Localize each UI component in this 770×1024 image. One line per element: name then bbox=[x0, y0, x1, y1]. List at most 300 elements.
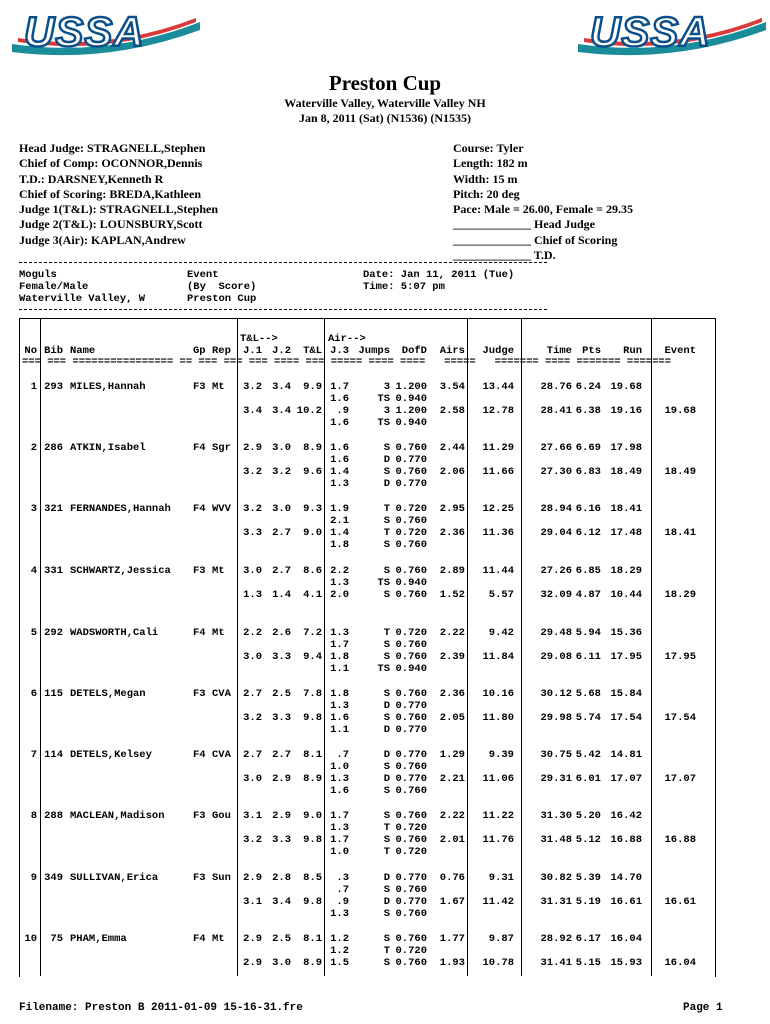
run-jump: S bbox=[383, 688, 390, 700]
run-dofd: 0.760 bbox=[395, 589, 427, 601]
run-airs: 2.21 bbox=[439, 773, 465, 785]
header-dofd: DofD bbox=[401, 345, 427, 357]
run-jump: S bbox=[383, 515, 390, 527]
header-rep: Rep bbox=[212, 345, 231, 357]
run-tl: 9.3 bbox=[303, 503, 322, 515]
run-j3: .3 bbox=[336, 872, 349, 884]
row-group: F4 bbox=[193, 749, 206, 761]
run-pts: 5.39 bbox=[575, 872, 601, 884]
run-airs: 2.01 bbox=[439, 834, 465, 846]
run-time: 28.92 bbox=[540, 933, 572, 945]
run-time: 31.31 bbox=[540, 896, 572, 908]
run-airs: 2.95 bbox=[439, 503, 465, 515]
row-name: SCHWARTZ,Jessica bbox=[70, 565, 171, 577]
run-tl: 9.9 bbox=[303, 381, 322, 393]
date-subtitle: Jan 8, 2011 (Sat) (N1536) (N1535) bbox=[299, 111, 471, 125]
row-group: F4 bbox=[193, 503, 206, 515]
run-score: 18.29 bbox=[610, 565, 642, 577]
run-jump: S bbox=[383, 442, 390, 454]
row-event: 18.29 bbox=[664, 589, 696, 601]
run-judge: 11.42 bbox=[482, 896, 514, 908]
run-tl: 9.8 bbox=[303, 712, 322, 724]
page-title: Preston Cup bbox=[328, 71, 442, 95]
row-event: 17.07 bbox=[664, 773, 696, 785]
run-jump: S bbox=[383, 589, 390, 601]
row-bib: 331 bbox=[44, 565, 63, 577]
run-dofd: 0.760 bbox=[395, 884, 427, 896]
run-j1: 2.7 bbox=[243, 749, 262, 761]
row-group: F3 bbox=[193, 688, 206, 700]
run-airs: 0.76 bbox=[439, 872, 465, 884]
run-jump: D bbox=[383, 478, 390, 490]
row-group: F3 bbox=[193, 565, 206, 577]
run-jump: S bbox=[383, 466, 390, 478]
run-judge: 11.22 bbox=[482, 810, 514, 822]
row-rep: Mt bbox=[212, 627, 225, 639]
run-j1: 3.2 bbox=[243, 503, 262, 515]
run-jump: TS bbox=[377, 417, 390, 429]
run-time: 31.48 bbox=[540, 834, 572, 846]
run-tl: 7.2 bbox=[303, 627, 322, 639]
row-no: 4 bbox=[30, 565, 37, 577]
run-pts: 5.42 bbox=[575, 749, 601, 761]
run-j2: 3.2 bbox=[272, 466, 291, 478]
row-bib: 114 bbox=[44, 749, 63, 761]
run-pts: 6.83 bbox=[575, 466, 601, 478]
run-tl: 4.1 bbox=[303, 589, 322, 601]
run-tl: 8.1 bbox=[303, 749, 322, 761]
run-j1: 3.2 bbox=[243, 712, 262, 724]
run-airs: 1.29 bbox=[439, 749, 465, 761]
run-airs: 1.52 bbox=[439, 589, 465, 601]
run-airs: 2.58 bbox=[439, 405, 465, 417]
header-no: No bbox=[24, 345, 37, 357]
run-j3: 1.6 bbox=[330, 712, 349, 724]
run-airs: 2.22 bbox=[439, 627, 465, 639]
run-j1: 3.0 bbox=[243, 565, 262, 577]
header-j1: J.1 bbox=[243, 345, 262, 357]
run-j2: 2.5 bbox=[272, 933, 291, 945]
run-dofd: 0.720 bbox=[395, 822, 427, 834]
run-score: 17.07 bbox=[610, 773, 642, 785]
run-jump: T bbox=[383, 822, 390, 834]
course-pitch: Pitch: 20 deg bbox=[453, 186, 520, 201]
run-jump: S bbox=[383, 810, 390, 822]
run-j1: 3.2 bbox=[243, 834, 262, 846]
run-jump: D bbox=[383, 773, 390, 785]
header-pts: Pts bbox=[582, 345, 601, 357]
run-j2: 2.6 bbox=[272, 627, 291, 639]
signature-td: _____________ T.D. bbox=[453, 248, 556, 263]
event-time: Time: 5:07 pm bbox=[363, 281, 445, 293]
run-time: 29.04 bbox=[540, 527, 572, 539]
run-j3: 1.2 bbox=[330, 945, 349, 957]
run-jump: D bbox=[383, 749, 390, 761]
run-time: 29.48 bbox=[540, 627, 572, 639]
run-judge: 11.06 bbox=[482, 773, 514, 785]
run-pts: 6.38 bbox=[575, 405, 601, 417]
run-judge: 11.80 bbox=[482, 712, 514, 724]
event-gender: Female/Male bbox=[19, 281, 89, 293]
run-jump: S bbox=[383, 539, 390, 551]
row-no: 10 bbox=[24, 933, 37, 945]
run-tl: 7.8 bbox=[303, 688, 322, 700]
header-run: Run bbox=[623, 345, 642, 357]
run-j1: 3.2 bbox=[243, 466, 262, 478]
event-discipline: Moguls bbox=[19, 269, 57, 281]
run-jump: D bbox=[383, 700, 390, 712]
run-time: 29.08 bbox=[540, 651, 572, 663]
run-j2: 2.5 bbox=[272, 688, 291, 700]
header-bib: Bib bbox=[44, 345, 63, 357]
run-dofd: 0.770 bbox=[395, 478, 427, 490]
header-name: Name bbox=[70, 345, 96, 357]
run-dofd: 0.770 bbox=[395, 454, 427, 466]
run-jump: TS bbox=[377, 577, 390, 589]
run-j3: 1.8 bbox=[330, 688, 349, 700]
row-event: 17.95 bbox=[664, 651, 696, 663]
run-j2: 2.7 bbox=[272, 749, 291, 761]
row-event: 18.41 bbox=[664, 527, 696, 539]
run-judge: 5.57 bbox=[488, 589, 514, 601]
row-group: F4 bbox=[193, 933, 206, 945]
run-tl: 8.9 bbox=[303, 957, 322, 969]
run-pts: 5.15 bbox=[575, 957, 601, 969]
run-judge: 10.16 bbox=[482, 688, 514, 700]
run-tl: 9.6 bbox=[303, 466, 322, 478]
run-jump: S bbox=[383, 651, 390, 663]
run-jump: S bbox=[383, 908, 390, 920]
header-underline: === === ================ == === === === ==== === ===== ==== ==== ===== ======= ==== ======= ======= bbox=[22, 356, 672, 368]
row-group: F3 bbox=[193, 381, 206, 393]
run-tl: 9.8 bbox=[303, 896, 322, 908]
row-rep: Mt bbox=[212, 933, 225, 945]
run-j1: 1.3 bbox=[243, 589, 262, 601]
run-j1: 3.0 bbox=[243, 773, 262, 785]
header-gp: Gp bbox=[193, 345, 206, 357]
run-j2: 2.7 bbox=[272, 565, 291, 577]
run-j3: 1.1 bbox=[330, 724, 349, 736]
course-name: Course: Tyler bbox=[453, 141, 524, 155]
column-divider bbox=[651, 318, 652, 976]
run-j3: 1.9 bbox=[330, 503, 349, 515]
officials-list bbox=[19, 141, 218, 248]
row-no: 8 bbox=[30, 810, 37, 822]
run-j3: .9 bbox=[336, 896, 349, 908]
run-j2: 3.4 bbox=[272, 405, 291, 417]
run-jump: D bbox=[383, 724, 390, 736]
official-chief-scoring: Chief of Scoring: BREDA,Kathleen bbox=[19, 186, 201, 201]
run-j3: 1.3 bbox=[330, 908, 349, 920]
run-tl: 10.2 bbox=[296, 405, 322, 417]
course-info bbox=[453, 141, 633, 263]
row-group: F4 bbox=[193, 627, 206, 639]
run-tl: 8.6 bbox=[303, 565, 322, 577]
run-jump: S bbox=[383, 565, 390, 577]
run-score: 17.48 bbox=[610, 527, 642, 539]
run-dofd: 0.760 bbox=[395, 539, 427, 551]
run-j1: 2.2 bbox=[243, 627, 262, 639]
run-j2: 2.9 bbox=[272, 773, 291, 785]
run-j3: 1.8 bbox=[330, 651, 349, 663]
row-rep: Mt bbox=[212, 381, 225, 393]
run-tl: 8.9 bbox=[303, 442, 322, 454]
course-length: Length: 182 m bbox=[453, 156, 528, 171]
run-tl: 8.5 bbox=[303, 872, 322, 884]
run-airs: 1.93 bbox=[439, 957, 465, 969]
run-dofd: 1.200 bbox=[395, 381, 427, 393]
run-j3: .7 bbox=[336, 749, 349, 761]
run-j3: 1.3 bbox=[330, 773, 349, 785]
run-jump: D bbox=[383, 896, 390, 908]
run-pts: 6.01 bbox=[575, 773, 601, 785]
run-score: 18.49 bbox=[610, 466, 642, 478]
row-no: 2 bbox=[30, 442, 37, 454]
run-dofd: 0.940 bbox=[395, 577, 427, 589]
run-judge: 11.76 bbox=[482, 834, 514, 846]
run-jump: TS bbox=[377, 663, 390, 675]
run-score: 10.44 bbox=[610, 589, 642, 601]
run-jump: S bbox=[383, 933, 390, 945]
run-j1: 3.2 bbox=[243, 381, 262, 393]
run-dofd: 0.760 bbox=[395, 639, 427, 651]
run-dofd: 0.720 bbox=[395, 945, 427, 957]
run-dofd: 0.760 bbox=[395, 834, 427, 846]
run-j1: 3.0 bbox=[243, 651, 262, 663]
run-time: 29.31 bbox=[540, 773, 572, 785]
run-j3: 1.3 bbox=[330, 478, 349, 490]
run-j3: 1.5 bbox=[330, 957, 349, 969]
event-sort: (By Score) bbox=[187, 281, 257, 293]
run-jump: S bbox=[383, 884, 390, 896]
footer-filename: Filename: Preston B 2011-01-09 15-16-31.fre bbox=[19, 1002, 303, 1014]
run-score: 19.68 bbox=[610, 381, 642, 393]
header-group-tl: T&L--> bbox=[240, 333, 278, 345]
row-name: SULLIVAN,Erica bbox=[70, 872, 159, 884]
run-airs: 2.36 bbox=[439, 688, 465, 700]
run-dofd: 0.770 bbox=[395, 700, 427, 712]
run-dofd: 0.760 bbox=[395, 688, 427, 700]
run-pts: 4.87 bbox=[575, 589, 601, 601]
header-time: Time bbox=[546, 345, 572, 357]
run-judge: 11.84 bbox=[482, 651, 514, 663]
run-airs: 1.67 bbox=[439, 896, 465, 908]
run-jump: T bbox=[383, 527, 390, 539]
run-jump: S bbox=[383, 761, 390, 773]
run-airs: 3.54 bbox=[439, 381, 465, 393]
run-airs: 2.44 bbox=[439, 442, 465, 454]
run-dofd: 1.200 bbox=[395, 405, 427, 417]
row-group: F4 bbox=[193, 442, 206, 454]
run-j2: 2.7 bbox=[272, 527, 291, 539]
run-j3: 1.3 bbox=[330, 577, 349, 589]
row-name: PHAM,Emma bbox=[70, 933, 127, 945]
run-jump: T bbox=[383, 503, 390, 515]
run-j3: 1.4 bbox=[330, 466, 349, 478]
run-dofd: 0.760 bbox=[395, 651, 427, 663]
run-judge: 11.29 bbox=[482, 442, 514, 454]
run-pts: 6.16 bbox=[575, 503, 601, 515]
run-j1: 2.7 bbox=[243, 688, 262, 700]
column-divider bbox=[467, 318, 468, 976]
run-dofd: 0.770 bbox=[395, 773, 427, 785]
official-chief-comp: Chief of Comp: OCONNOR,Dennis bbox=[19, 156, 203, 171]
run-time: 28.94 bbox=[540, 503, 572, 515]
run-j3: 1.3 bbox=[330, 822, 349, 834]
header-j3: J.3 bbox=[330, 345, 349, 357]
run-pts: 6.17 bbox=[575, 933, 601, 945]
run-tl: 9.0 bbox=[303, 527, 322, 539]
run-airs: 2.22 bbox=[439, 810, 465, 822]
run-time: 28.76 bbox=[540, 381, 572, 393]
run-j3: 1.8 bbox=[330, 539, 349, 551]
row-rep: CVA bbox=[212, 688, 231, 700]
run-jump: S bbox=[383, 785, 390, 797]
run-j2: 3.0 bbox=[272, 442, 291, 454]
row-rep: CVA bbox=[212, 749, 231, 761]
run-j2: 3.3 bbox=[272, 712, 291, 724]
row-event: 18.49 bbox=[664, 466, 696, 478]
run-pts: 6.85 bbox=[575, 565, 601, 577]
run-judge: 11.36 bbox=[482, 527, 514, 539]
run-j1: 3.4 bbox=[243, 405, 262, 417]
run-dofd: 0.760 bbox=[395, 810, 427, 822]
run-score: 16.88 bbox=[610, 834, 642, 846]
run-airs: 2.05 bbox=[439, 712, 465, 724]
run-pts: 5.19 bbox=[575, 896, 601, 908]
run-jump: S bbox=[383, 639, 390, 651]
row-no: 6 bbox=[30, 688, 37, 700]
course-width: Width: 15 m bbox=[453, 171, 518, 186]
run-dofd: 0.760 bbox=[395, 957, 427, 969]
run-j3: 2.1 bbox=[330, 515, 349, 527]
run-pts: 6.11 bbox=[575, 651, 601, 663]
run-score: 14.70 bbox=[610, 872, 642, 884]
run-score: 16.61 bbox=[610, 896, 642, 908]
run-jump: S bbox=[383, 957, 390, 969]
run-dofd: 0.720 bbox=[395, 627, 427, 639]
row-no: 1 bbox=[30, 381, 37, 393]
run-judge: 12.78 bbox=[482, 405, 514, 417]
row-bib: 75 bbox=[50, 933, 63, 945]
row-group: F3 bbox=[193, 810, 206, 822]
official-head-judge: Head Judge: STRAGNELL,Stephen bbox=[19, 141, 206, 155]
run-judge: 11.66 bbox=[482, 466, 514, 478]
row-bib: 288 bbox=[44, 810, 63, 822]
run-j2: 3.4 bbox=[272, 896, 291, 908]
run-time: 32.09 bbox=[540, 589, 572, 601]
run-j3: 1.7 bbox=[330, 381, 349, 393]
run-j2: 3.0 bbox=[272, 503, 291, 515]
run-judge: 13.44 bbox=[482, 381, 514, 393]
run-dofd: 0.940 bbox=[395, 663, 427, 675]
run-jump: D bbox=[383, 454, 390, 466]
run-judge: 11.44 bbox=[482, 565, 514, 577]
row-bib: 293 bbox=[44, 381, 63, 393]
run-jump: S bbox=[383, 834, 390, 846]
run-score: 15.84 bbox=[610, 688, 642, 700]
run-j3: 1.6 bbox=[330, 417, 349, 429]
run-pts: 5.94 bbox=[575, 627, 601, 639]
row-no: 3 bbox=[30, 503, 37, 515]
run-j1: 2.9 bbox=[243, 933, 262, 945]
row-bib: 292 bbox=[44, 627, 63, 639]
run-dofd: 0.720 bbox=[395, 503, 427, 515]
row-name: FERNANDES,Hannah bbox=[70, 503, 171, 515]
header-group-air: Air--> bbox=[328, 333, 366, 345]
run-jump: S bbox=[383, 712, 390, 724]
run-j3: 1.3 bbox=[330, 700, 349, 712]
run-score: 14.81 bbox=[610, 749, 642, 761]
row-group: F3 bbox=[193, 872, 206, 884]
run-j1: 2.9 bbox=[243, 957, 262, 969]
run-score: 16.04 bbox=[610, 933, 642, 945]
run-j3: 1.7 bbox=[330, 810, 349, 822]
run-airs: 2.36 bbox=[439, 527, 465, 539]
event-label: Event bbox=[187, 269, 219, 281]
run-tl: 9.8 bbox=[303, 834, 322, 846]
run-jump: T bbox=[383, 846, 390, 858]
run-dofd: 0.760 bbox=[395, 466, 427, 478]
row-no: 5 bbox=[30, 627, 37, 639]
row-event: 17.54 bbox=[664, 712, 696, 724]
run-dofd: 0.770 bbox=[395, 896, 427, 908]
run-score: 15.93 bbox=[610, 957, 642, 969]
run-j2: 1.4 bbox=[272, 589, 291, 601]
run-judge: 9.87 bbox=[488, 933, 514, 945]
run-j2: 3.3 bbox=[272, 834, 291, 846]
run-dofd: 0.760 bbox=[395, 712, 427, 724]
row-name: ATKIN,Isabel bbox=[70, 442, 146, 454]
run-pts: 5.20 bbox=[575, 810, 601, 822]
run-j3: 1.1 bbox=[330, 663, 349, 675]
run-score: 15.36 bbox=[610, 627, 642, 639]
run-j3: 1.6 bbox=[330, 393, 349, 405]
run-jump: T bbox=[383, 627, 390, 639]
official-judge-1: Judge 1(T&L): STRAGNELL,Stephen bbox=[19, 202, 219, 217]
run-time: 29.98 bbox=[540, 712, 572, 724]
row-bib: 349 bbox=[44, 872, 63, 884]
course-pace: Pace: Male = 26.00, Female = 29.35 bbox=[453, 202, 633, 217]
run-dofd: 0.760 bbox=[395, 908, 427, 920]
row-bib: 321 bbox=[44, 503, 63, 515]
run-dofd: 0.760 bbox=[395, 785, 427, 797]
row-no: 9 bbox=[30, 872, 37, 884]
event-venue: Waterville Valley, W bbox=[19, 293, 146, 305]
row-name: DETELS,Kelsey bbox=[70, 749, 152, 761]
run-time: 31.30 bbox=[540, 810, 572, 822]
official-judge-3: Judge 3(Air): KAPLAN,Andrew bbox=[19, 232, 186, 247]
run-airs: 1.77 bbox=[439, 933, 465, 945]
header-jumps: Jumps bbox=[358, 345, 390, 357]
run-judge: 10.78 bbox=[482, 957, 514, 969]
footer-page: Page 1 bbox=[683, 1002, 723, 1014]
run-time: 27.66 bbox=[540, 442, 572, 454]
signature-chief-scoring: _____________ Chief of Scoring bbox=[453, 232, 618, 247]
run-j3: 1.0 bbox=[330, 846, 349, 858]
svg-text:USSA: USSA bbox=[590, 8, 711, 55]
run-j2: 3.4 bbox=[272, 381, 291, 393]
run-j1: 2.9 bbox=[243, 872, 262, 884]
row-name: MACLEAN,Madison bbox=[70, 810, 165, 822]
row-rep: Mt bbox=[212, 565, 225, 577]
run-airs: 2.89 bbox=[439, 565, 465, 577]
row-bib: 286 bbox=[44, 442, 63, 454]
row-event: 19.68 bbox=[664, 405, 696, 417]
run-j3: 1.7 bbox=[330, 639, 349, 651]
row-name: MILES,Hannah bbox=[70, 381, 146, 393]
row-rep: Gou bbox=[212, 810, 231, 822]
